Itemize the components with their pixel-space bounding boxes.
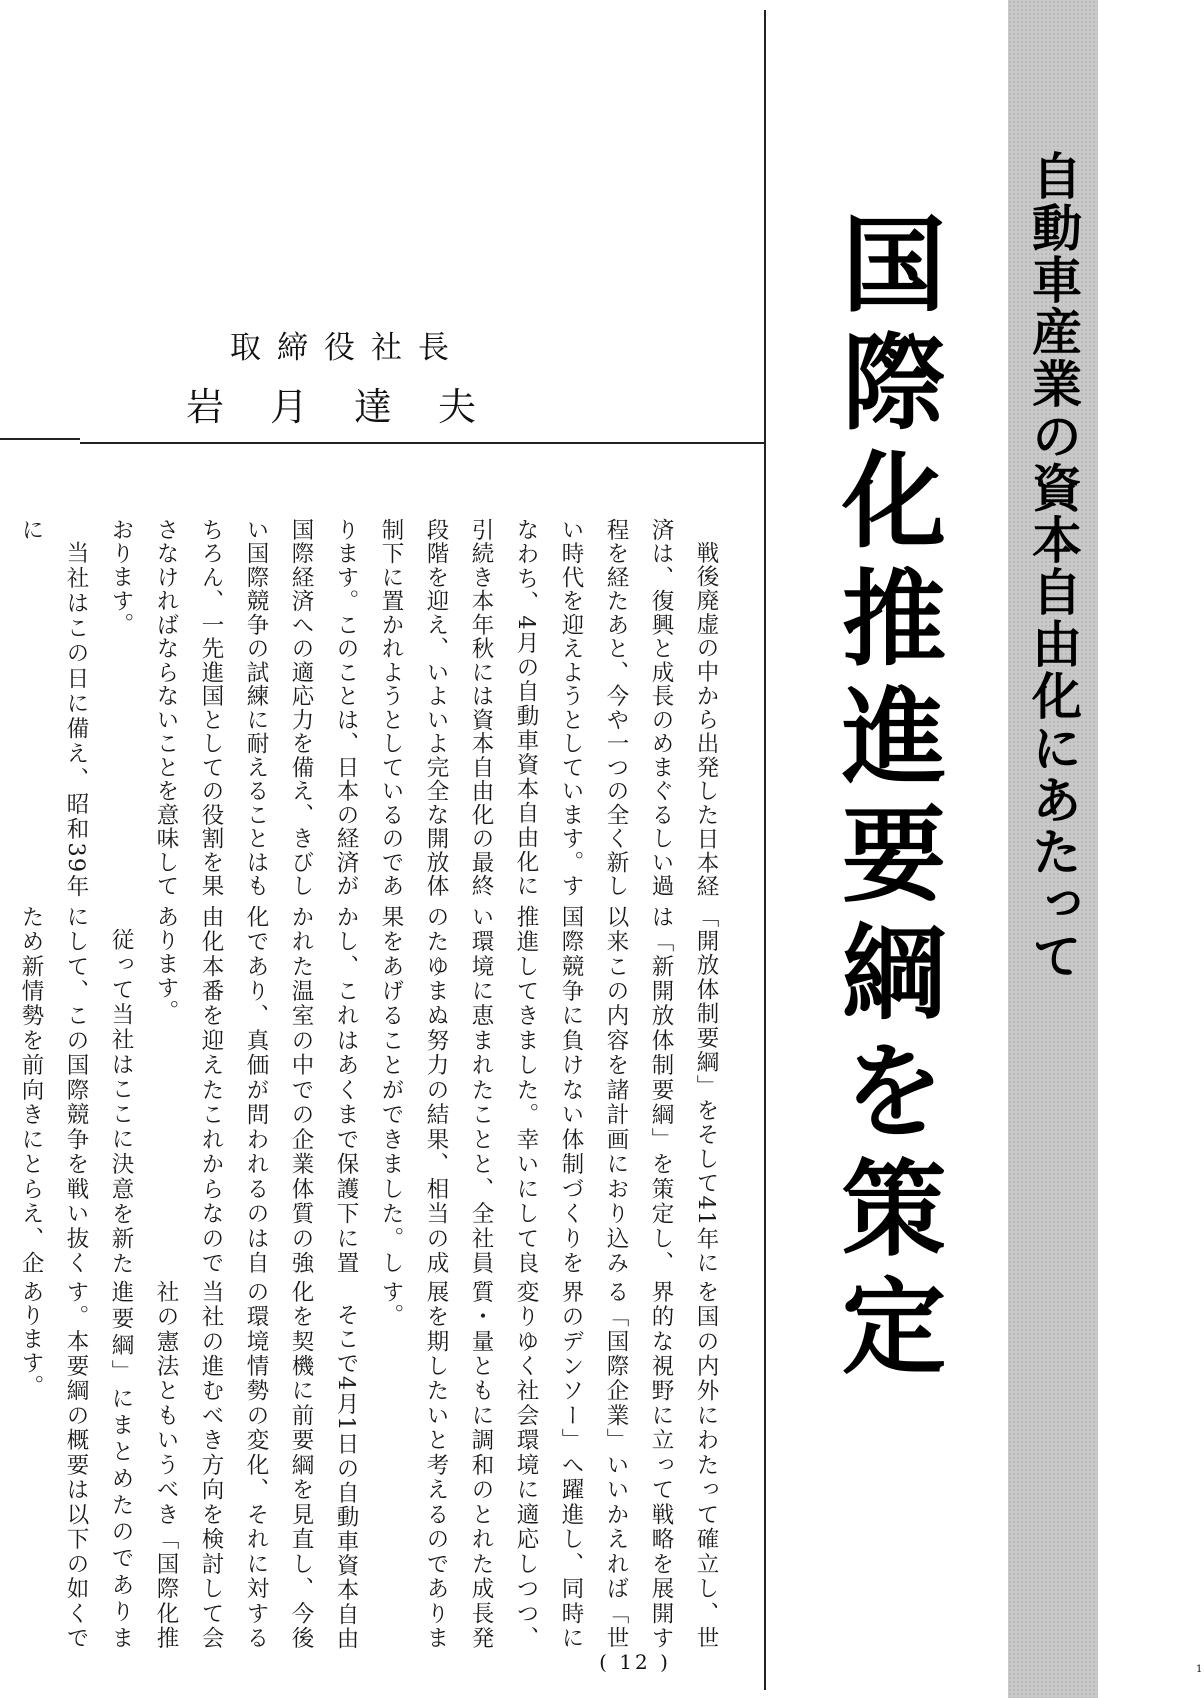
article-title: 国際化推進要綱を策定: [824, 210, 947, 1390]
paragraph: を国の内外にわたって確立し、世界的な視野に立って戦略を展開する「国際企業」いいかえれば「世界のデンソー」へ躍進し、同時に変りゆく社会環境に適応しつつ、質・量ともに調和のとれた成長発展を期したいと考えるのであります。: [378, 1280, 719, 1650]
body-column-1: [18, 518, 728, 898]
author-role: 取締役社長: [230, 330, 465, 366]
paragraph: 戦後廃虚の中から出発した日本経済は、復興と成長のめまぐるしい過程を経たあと、今や一つの全く新しい時代を迎えようとしています。すなわち、4月の自動車資本自由化に引続き本年秋には資本自由化の最終段階を迎え、いよいよ完全な開放体制下に置かれようとしているのであります。このことは、日本の経済が国際経済への適応力を備え、きびしい国際競争の試練に耐えることはもちろん、一先進国としての役割を果さなければならないことを意味しております。: [108, 518, 719, 898]
page-number: ( 12 ): [599, 1650, 671, 1674]
article-subtitle: 自動車産業の資本自由化にあたって: [1024, 150, 1082, 982]
header-rule: [80, 442, 764, 444]
title-divider-line: [764, 10, 766, 1690]
body-column-2: [18, 905, 728, 1275]
paragraph: 「開放体制要綱」をそして41年には「新開放体制要綱」を策定し、以来この内容を諸計画におり込み国際競争に負けない体制づくりを推進してきました。幸いにして良い環境に恵まれたことと、全社員のたゆまぬ努力の結果、相当の成果をあげることができました。しかし、これはあくまで保護下に置かれた温室の中での企業体質の強化であり、真価が問われるのは自由化本番を迎えたこれからなのであります。: [153, 905, 719, 1275]
edge-mark: 1: [1196, 1664, 1203, 1675]
body-column-3: [18, 1280, 728, 1650]
header-rule-left: [0, 438, 80, 440]
paragraph: 従って当社はここに決意を新たにして、この国際競争を戦い抜くため新情勢を前向きにとらえ、企: [18, 905, 134, 1275]
author-name: 岩月達夫: [186, 385, 523, 429]
paragraph: 当社はこの日に備え、昭和39年に: [18, 518, 89, 898]
paragraph: そこで4月1日の自動車資本自由化を契機に前要綱を見直し、今後の環境情勢の変化、それに対する当社の進むべき方向を検討して会社の憲法ともいうべき「国際化推進要綱」にまとめたのであります。本要綱の概要は以下の如くであります。: [18, 1280, 359, 1650]
